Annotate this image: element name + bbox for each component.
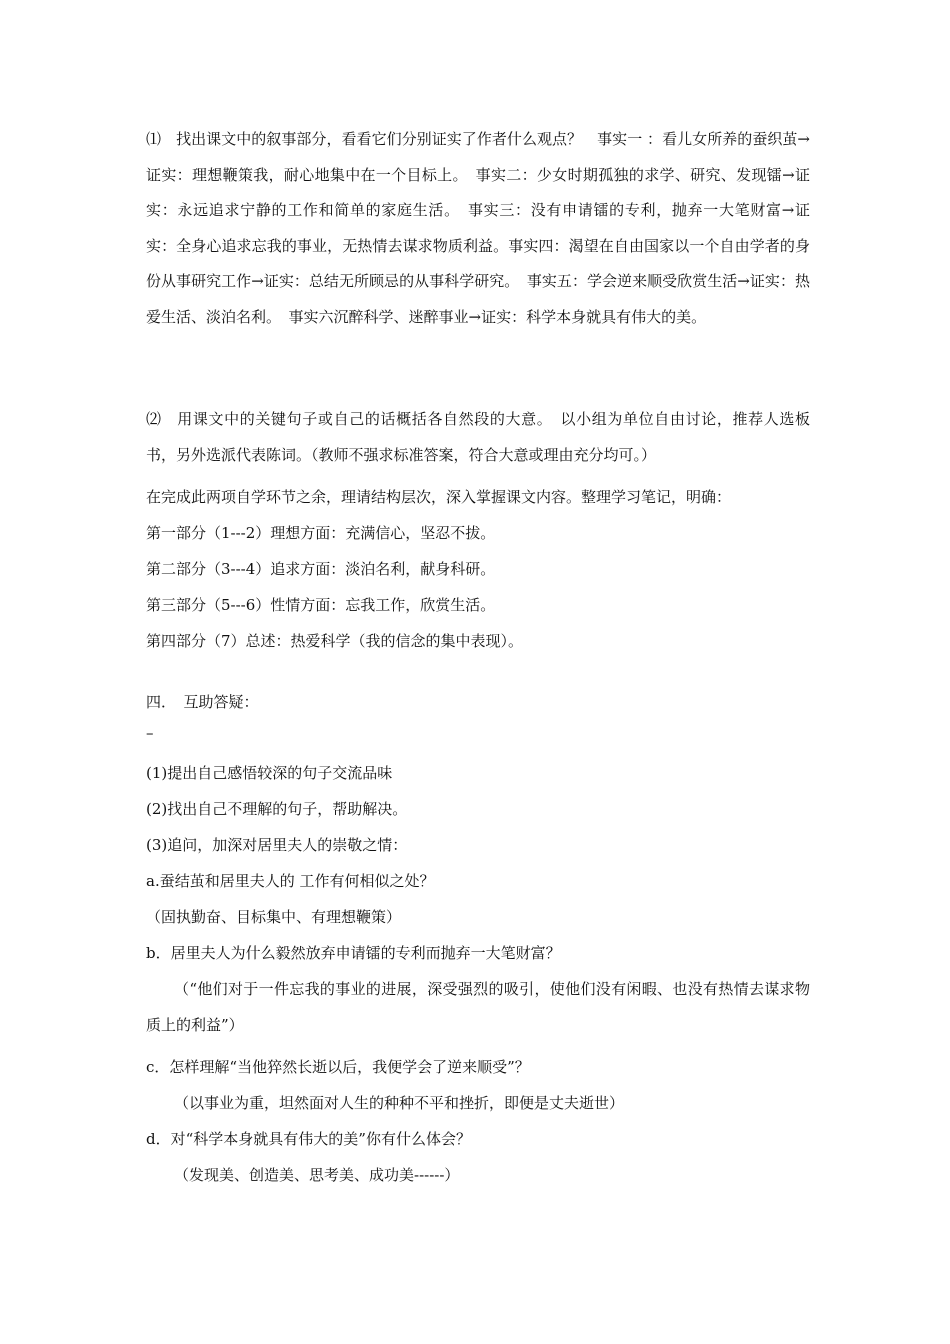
narrative-facts-paragraph <box>146 122 810 335</box>
dash-mark: – <box>146 724 154 742</box>
qa-item-3: (3)追问，加深对居里夫人的崇敬之情： <box>146 836 408 854</box>
item-2-text: ⑵ 用课文中的关键句子或自己的话概括各自然段的大意。 以小组为单位自由讨论，推荐人选板书，另外选派代表陈词。（教师不强求标准答案，符合大意或理由充分均可。） <box>146 410 810 464</box>
paragraph-summary-paragraph <box>146 402 810 473</box>
part-3: 第三部分（5---6）性情方面：忘我工作，欣赏生活。 <box>146 596 496 614</box>
question-c: c．怎样理解“当他猝然长逝以后，我便学会了逆来顺受”？ <box>146 1058 530 1076</box>
answer-b-block <box>146 972 810 1043</box>
answer-a: （固执勤奋、目标集中、有理想鞭策） <box>146 908 402 926</box>
answer-c: （以事业为重，坦然面对人生的种种不平和挫折，即便是丈夫逝世） <box>174 1094 625 1112</box>
question-a: a.蚕结茧和居里夫人的 工作有何相似之处？ <box>146 872 435 890</box>
part-2: 第二部分（3---4）追求方面：淡泊名利，献身科研。 <box>146 560 496 578</box>
question-d: d．对“科学本身就具有伟大的美”你有什么体会？ <box>146 1130 471 1148</box>
question-b: b．居里夫人为什么毅然放弃申请镭的专利而抛弃一大笔财富？ <box>146 944 561 962</box>
qa-item-2: (2)找出自己不理解的句子，帮助解决。 <box>146 800 408 818</box>
answer-d: （发现美、创造美、思考美、成功美------） <box>174 1166 460 1184</box>
qa-item-1: (1)提出自己感悟较深的句子交流品味 <box>146 764 393 782</box>
part-1: 第一部分（1---2）理想方面：充满信心，坚忍不拔。 <box>146 524 496 542</box>
summary-intro: 在完成此两项自学环节之余，理请结构层次，深入掌握课文内容。整理学习笔记，明确： <box>146 488 732 506</box>
part-4: 第四部分（7）总述：热爱科学（我的信念的集中表现）。 <box>146 632 524 650</box>
item-1-text: ⑴ 找出课文中的叙事部分，看看它们分别证实了作者什么观点？ 事实一 ：看儿女所养的蚕织茧→证实：理想鞭策我，耐心地集中在一个目标上。 事实二：少女时期孤独的求学、研究、发现镭→证实：永远追求宁静的工作和简单的家庭生活。 事实三：没有申请镭的专利，抛弃一大笔财富→证实：全身心追求忘我的事业，无热情去谋求物质利益。事实四：渴望在自由国家以一个自由学者的身份从事研究工作→证实：总结无所顾忌的从事科学研究。 事实五：学会逆来顺受欣赏生活→证实：热爱生活、淡泊名利。 事实六沉醉科学、迷醉事业→证实：科学本身就具有伟大的美。 <box>146 130 810 326</box>
answer-b: （“他们对于一件忘我的事业的进展，深受强烈的吸引，使他们没有闲暇、也没有热情去谋求物质上的利益”） <box>146 980 810 1034</box>
section-4-heading: 四． 互助答疑： <box>146 693 259 711</box>
